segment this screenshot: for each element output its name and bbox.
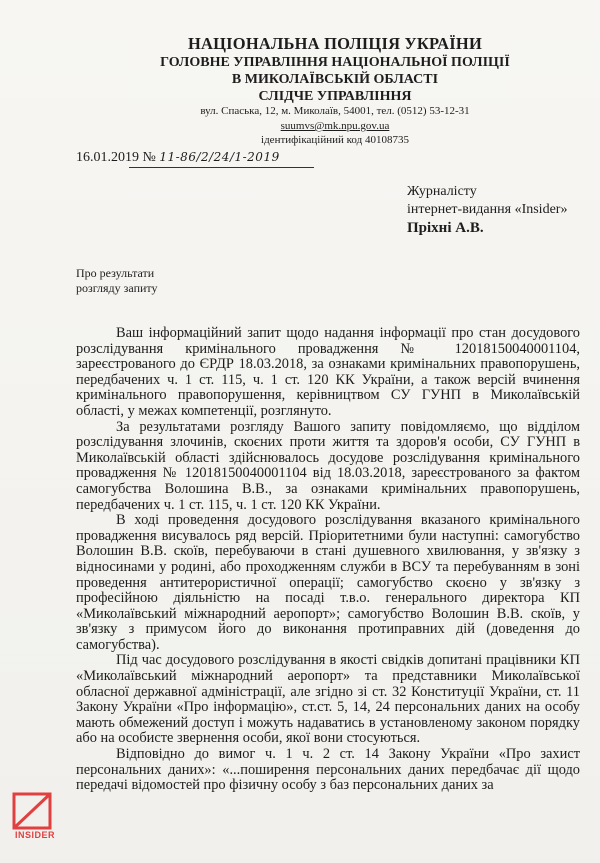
recipient-line-1: Журналісту — [407, 184, 477, 199]
subject-line-1: Про результати — [76, 266, 155, 280]
body-paragraph-2: За результатами розгляду Вашого запиту повідомляємо, що відділом розслідування злочинів, скоєних проти життя та здоров'я особи, СУ ГУНП в Миколаївській області здійснювалось досудове розслідування кримінального провадження № 12018150040001104 від 18.03.2018, зареєстрованого за фактом самогубства Волошина В.В., за ознаками кримінальних правопорушень, передбачених ч. 1 ст. 115, ч. 1 ст. 120 КК України. — [76, 418, 580, 513]
header-line-3: В МИКОЛАЇВСЬКІЙ ОБЛАСТІ — [231, 72, 439, 87]
recipient-name: Пріхні А.В. — [407, 220, 484, 236]
body-paragraph-5: Відповідно до вимог ч. 1 ч. 2 ст. 14 Закону України «Про захист персональних даних»: «...поширення персональних даних передбачає дії щодо передачі відомостей про фізичну особу з баз персональних даних за — [76, 746, 580, 794]
header-code: ідентифікаційний код 40108735 — [261, 134, 409, 146]
header-line-4: СЛІДЧЕ УПРАВЛІННЯ — [258, 89, 412, 104]
header-line-1: НАЦІОНАЛЬНА ПОЛІЦІЯ УКРАЇНИ — [188, 34, 482, 53]
outgoing-number-handwritten: 11-86/2/24/1-2019 — [159, 150, 280, 164]
header-address: вул. Спаська, 12, м. Миколаїв, 54001, тел. (0512) 53-12-31 — [200, 105, 470, 117]
body-paragraph-1: Ваш інформаційний запит щодо надання інформації про стан досудового розслідування кримінального провадження № 12018150040001104, зареєстрованого до ЄРДР 18.03.2018, за ознаками кримінальних правопорушень, передбачених ч. 1 ст. 115, ч. 1 ст. 120 КК України, а також версій вчинення кримінального правопорушення, керівництвом СУ ГУНП в Миколаївській області, у межах компетенції, розглянуто. — [76, 325, 580, 419]
header-line-2: ГОЛОВНЕ УПРАВЛІННЯ НАЦІОНАЛЬНОЇ ПОЛІЦІЇ — [160, 55, 510, 70]
insider-logo-text: INSIDER — [14, 830, 55, 840]
subject-line-2: розгляду запиту — [76, 281, 158, 295]
number-underline — [129, 167, 314, 168]
outgoing-date: 16.01.2019 № — [76, 150, 156, 165]
recipient-line-2: інтернет-видання «Insider» — [407, 202, 568, 217]
body-paragraph-4: Під час досудового розслідування в якості свідків допитані працівники КП «Миколаївський міжнародний аеропорт» та представники Миколаївської обласної державної адміністрації, але згідно зі ст. 32 Конституції України, ст. 11 Закону України «Про інформацію», ст.ст. 5, 14, 24 персональних даних на особу мають обмежений доступ і можуть надаватись в установленому законом порядку або на особисте звернення особи, якої вони стосуються. — [76, 652, 580, 747]
header-email: suumvs@mk.npu.gov.ua — [280, 120, 390, 132]
outgoing-dateline — [76, 150, 280, 166]
body-paragraph-3: В ході проведення досудового розслідування вказаного кримінального провадження висувалось ряд версій. Пріоритетними були наступні: самогубство Волошин В.В. скоїв, перебуваючи в стані душевного хвилювання, у зв'язку з відносинами у родині, або проходженням служби в ВСУ та перебуванням в зоні проведення антитерористичної операції; самогубство скоєно у зв'язку з професійною діяльністю на посаді т.в.о. генерального директора КП «Миколаївський міжнародний аеропорт»; самогубство Волошин В.В. скоїв, у зв'язку з примусом його до виконання протиправних дій (доведення до самогубства). — [76, 512, 580, 653]
letter-body — [76, 326, 580, 794]
